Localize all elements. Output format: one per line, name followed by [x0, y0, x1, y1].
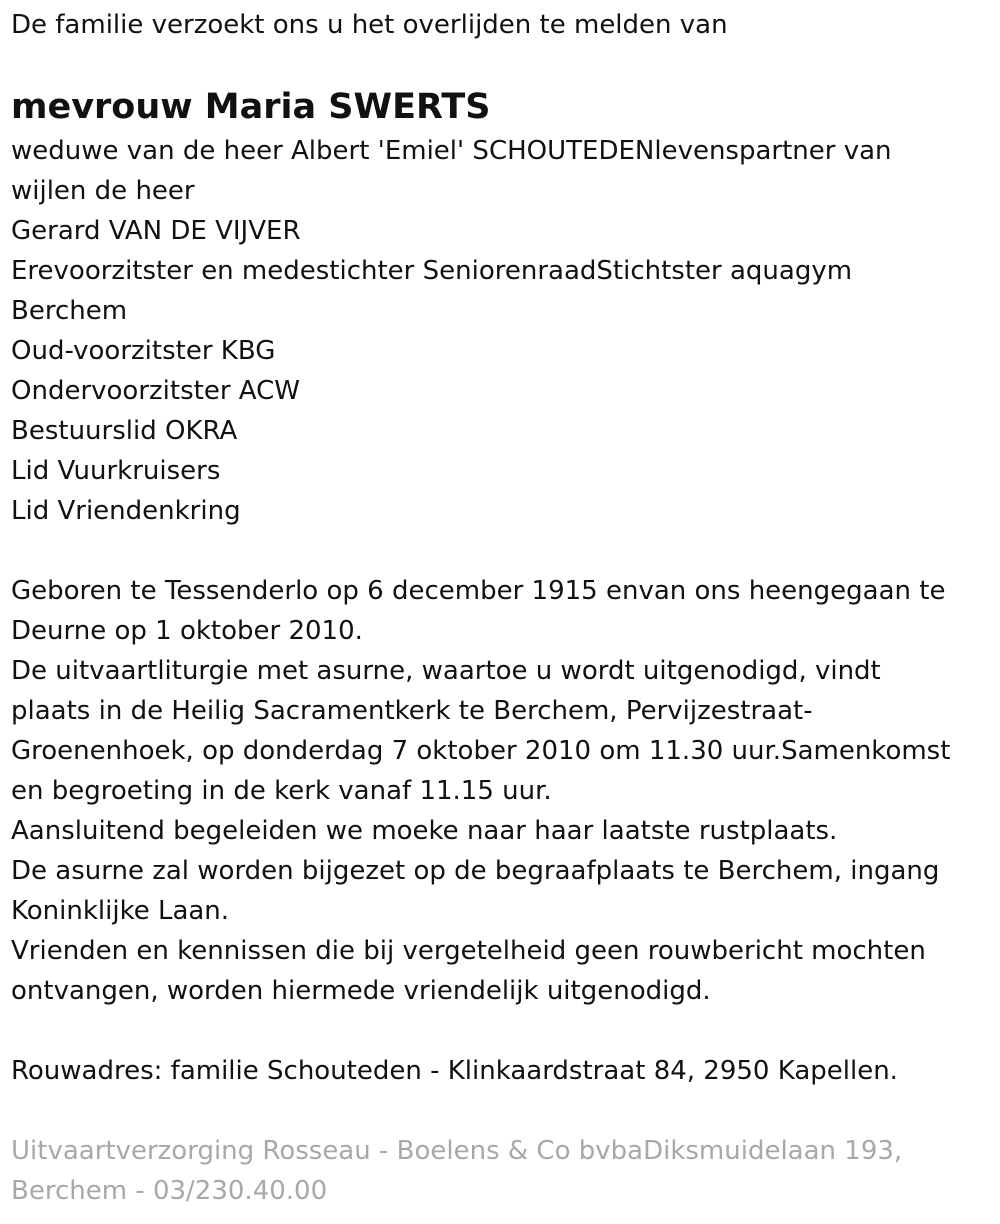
body-line: De asurne zal worden bijgezet op de begraafplaats te Berchem, ingang: [11, 856, 940, 886]
spacer: [11, 531, 986, 571]
body-line: De uitvaartliturgie met asurne, waartoe u wordt uitgenodigd, vindt: [11, 656, 881, 686]
detail-line: Berchem: [11, 296, 128, 326]
body-line: Deurne op 1 oktober 2010.: [11, 616, 363, 646]
detail-line: Ondervoorzitster ACW: [11, 376, 300, 406]
spacer: [11, 1011, 986, 1051]
body-line: Groenenhoek, op donderdag 7 oktober 2010 om 11.30 uur.Samenkomst: [11, 736, 951, 766]
undertaker-line: Uitvaartverzorging Rosseau - Boelens & Co bvbaDiksmuidelaan 193,: [11, 1136, 903, 1166]
undertaker-line: Berchem - 03/230.40.00: [11, 1176, 328, 1206]
body-line: Vrienden en kennissen die bij vergetelheid geen rouwbericht mochten: [11, 936, 926, 966]
body-line: plaats in de Heilig Sacramentkerk te Berchem, Pervijzestraat-: [11, 696, 813, 726]
detail-line: weduwe van de heer Albert 'Emiel' SCHOUTEDENlevenspartner van: [11, 136, 892, 166]
detail-line: Lid Vriendenkring: [11, 496, 241, 526]
body-line: Aansluitend begeleiden we moeke naar haar laatste rustplaats.: [11, 816, 838, 846]
undertaker-info: [11, 1131, 986, 1211]
detail-line: Erevoorzitster en medestichter SeniorenraadStichtster aquagym: [11, 256, 853, 286]
detail-line: Lid Vuurkruisers: [11, 456, 221, 486]
detail-line: wijlen de heer: [11, 176, 195, 206]
detail-line: Oud-voorzitster KBG: [11, 336, 276, 366]
detail-line: Gerard VAN DE VIJVER: [11, 216, 301, 246]
obituary-notice: [11, 0, 986, 1211]
funeral-info: [11, 571, 986, 1011]
body-line: Geboren te Tessenderlo op 6 december 1915 envan ons heengegaan te: [11, 576, 946, 606]
body-line: ontvangen, worden hiermede vriendelijk uitgenodigd.: [11, 976, 711, 1006]
detail-line: Bestuurslid OKRA: [11, 416, 238, 446]
mourning-address: Rouwadres: familie Schouteden - Klinkaardstraat 84, 2950 Kapellen.: [11, 1056, 898, 1086]
deceased-name: mevrouw Maria SWERTS: [11, 87, 491, 127]
spacer: [11, 1091, 986, 1131]
deceased-details: [11, 131, 986, 531]
intro-text: De familie verzoekt ons u het overlijden te melden van: [11, 10, 728, 40]
body-line: Koninklijke Laan.: [11, 896, 230, 926]
body-line: en begroeting in de kerk vanaf 11.15 uur.: [11, 776, 552, 806]
